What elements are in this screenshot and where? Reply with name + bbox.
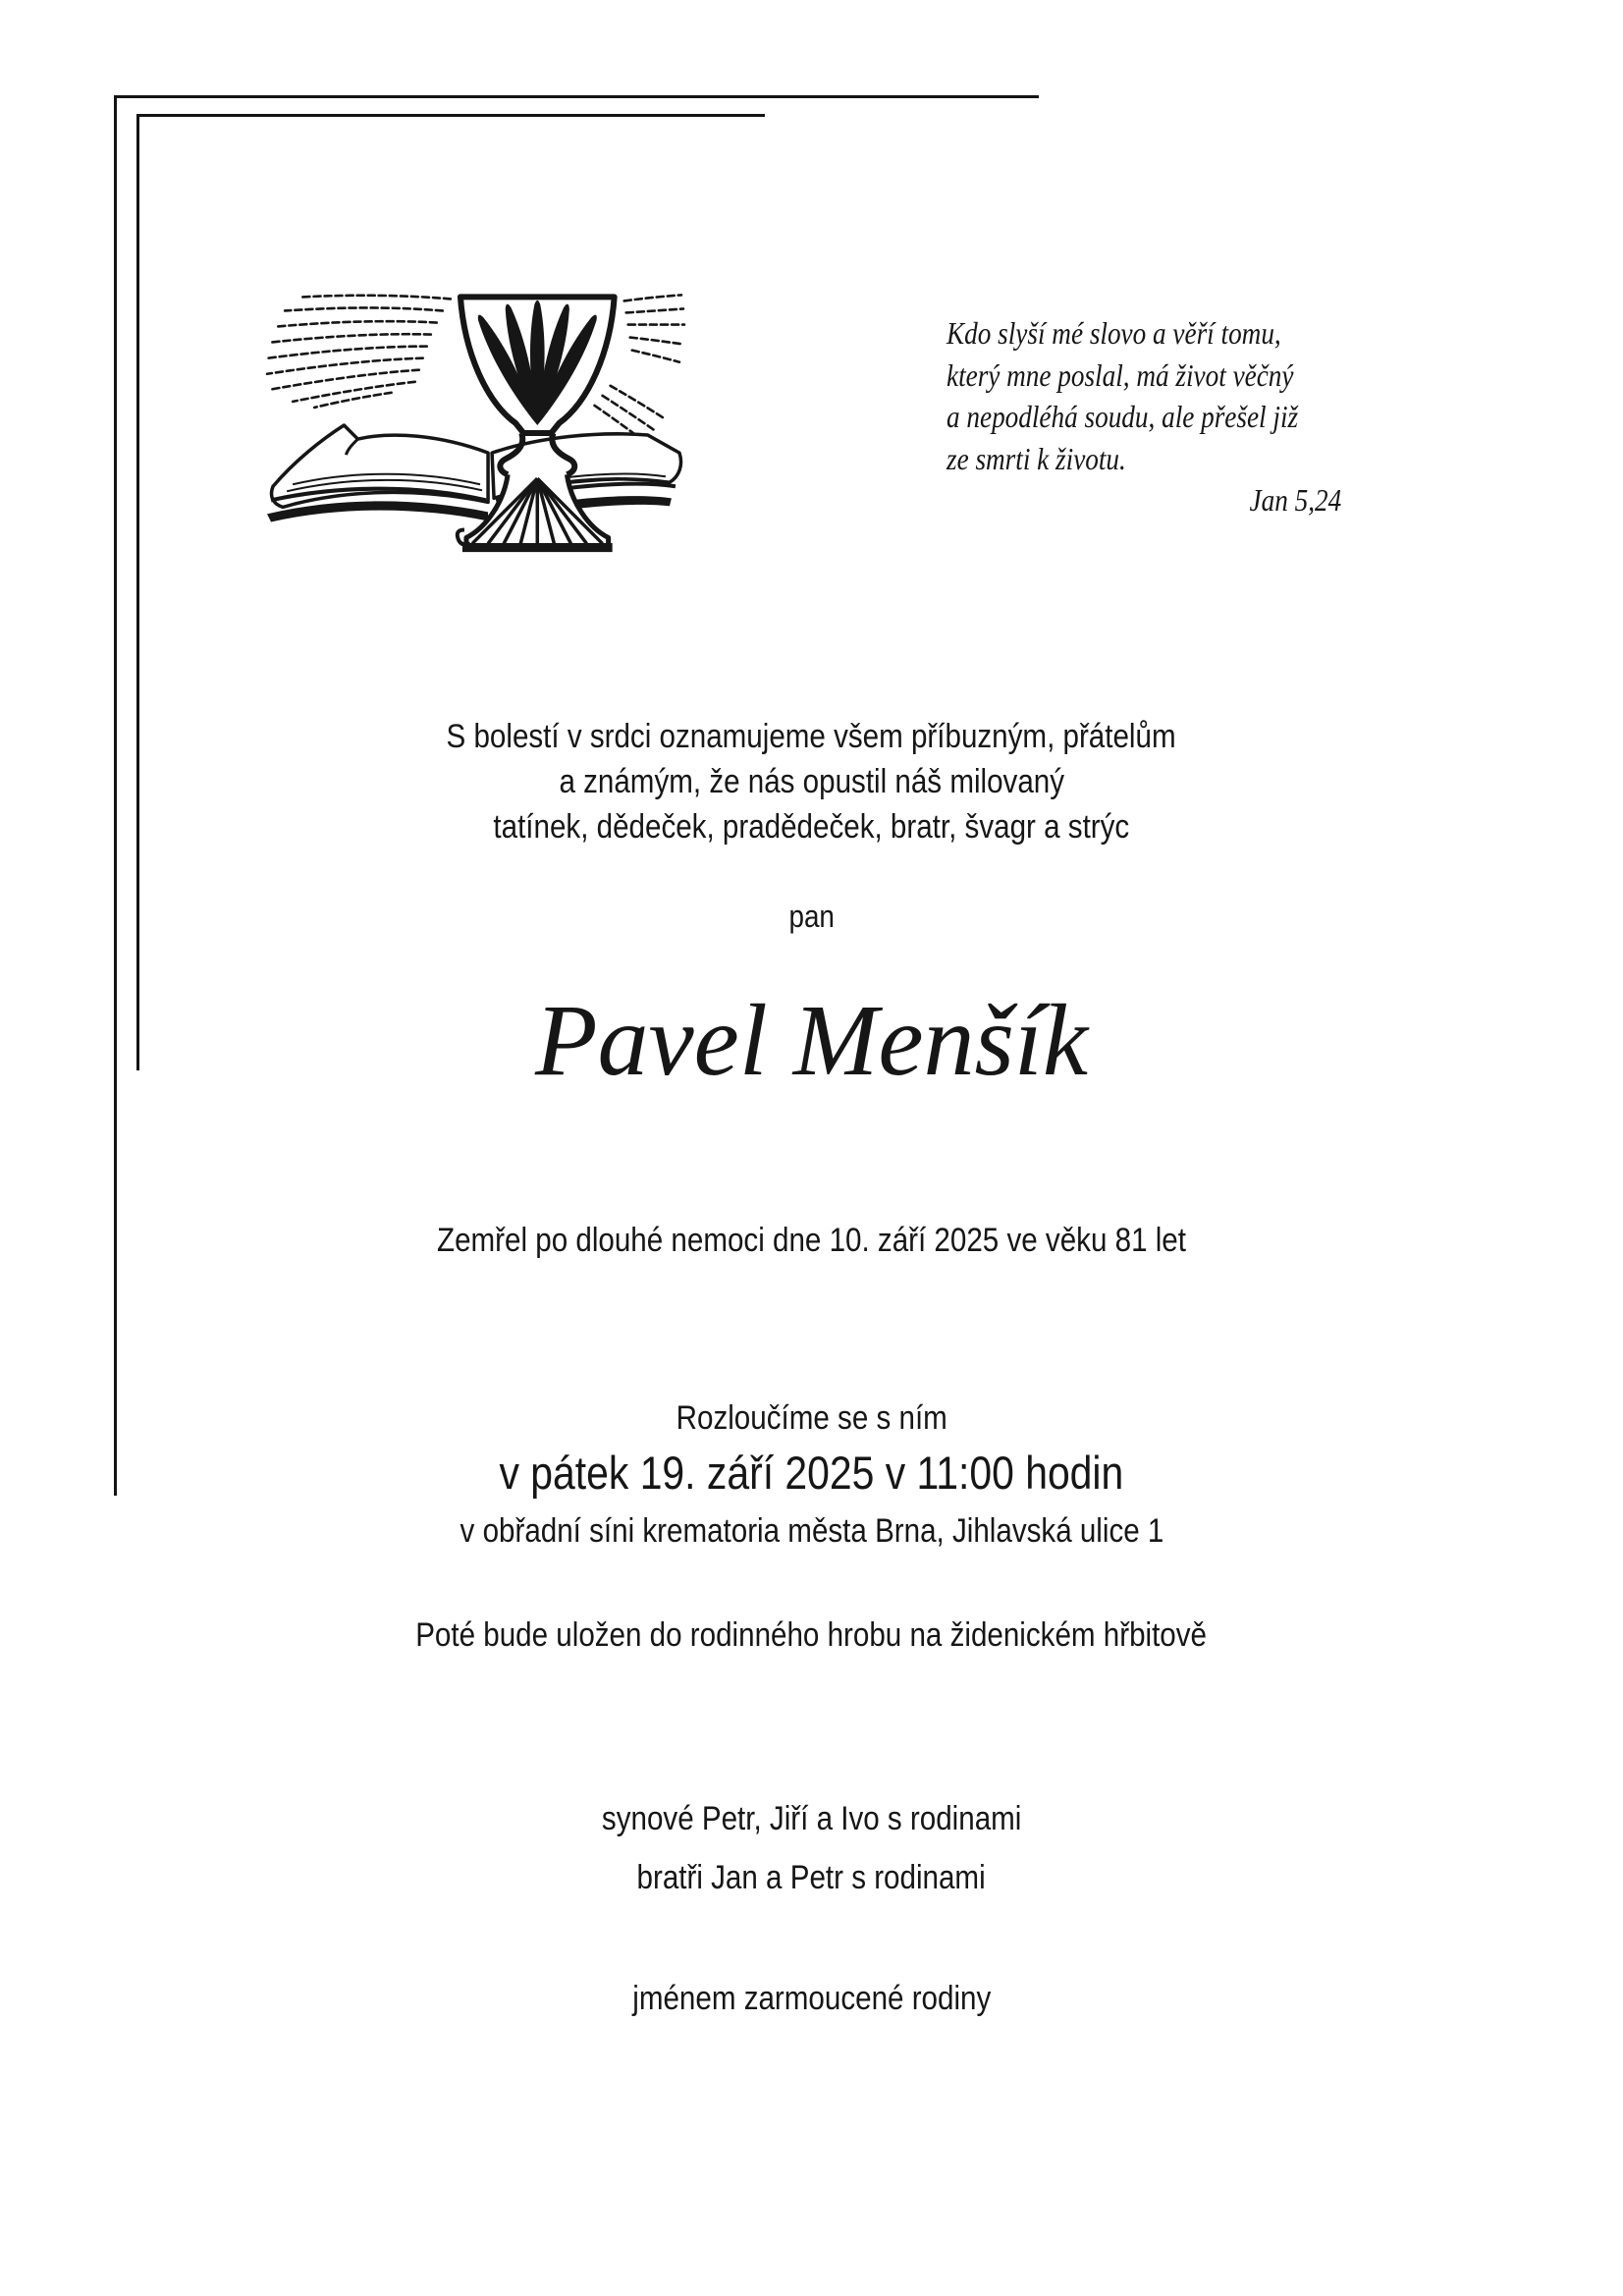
quote-reference: Jan 5,24 bbox=[1249, 482, 1341, 518]
farewell-intro: Rozloučíme se s ním bbox=[676, 1399, 947, 1437]
announcement-line-3: tatínek, dědeček, pradědeček, bratr, švagr a strýc bbox=[493, 808, 1130, 846]
mourners-closing: jménem zarmoucené rodiny bbox=[632, 1980, 991, 2017]
mourners-line-1: synové Petr, Jiří a Ivo s rodinami bbox=[601, 1800, 1022, 1837]
announcement-line-1: S bolestí v srdci oznamujeme všem příbuzným, přátelům bbox=[446, 718, 1177, 755]
farewell-location: v obřadní síni krematoria města Brna, Jihlavská ulice 1 bbox=[460, 1512, 1163, 1550]
burial-info: Poté bude uložen do rodinného hrobu na židenickém hřbitově bbox=[415, 1616, 1208, 1654]
title-prefix: pan bbox=[788, 899, 835, 934]
announcement-line-2: a známým, že nás opustil náš milovaný bbox=[559, 763, 1064, 800]
death-info: Zemřel po dlouhé nemoci dne 10. září 2025 ve věku 81 let bbox=[437, 1222, 1186, 1259]
rays-left bbox=[267, 296, 451, 408]
mourners-line-2: bratři Jan a Petr s rodinami bbox=[636, 1859, 987, 1896]
chalice-book-illustration bbox=[263, 291, 687, 560]
deceased-name: Pavel Menšík bbox=[534, 984, 1089, 1097]
open-book bbox=[267, 425, 680, 521]
quote-line: Kdo slyší mé slovo a věří tomu, bbox=[947, 315, 1281, 351]
quote-line: který mne poslal, má život věčný bbox=[947, 356, 1294, 393]
bible-quote bbox=[947, 312, 1369, 479]
quote-line: ze smrti k životu. bbox=[947, 440, 1126, 476]
farewell-datetime: v pátek 19. září 2025 v 11:00 hodin bbox=[499, 1447, 1124, 1499]
quote-line: a nepodléhá soudu, ale přešel již bbox=[947, 399, 1299, 434]
chalice-book-icon bbox=[263, 291, 687, 560]
chalice bbox=[458, 297, 615, 547]
